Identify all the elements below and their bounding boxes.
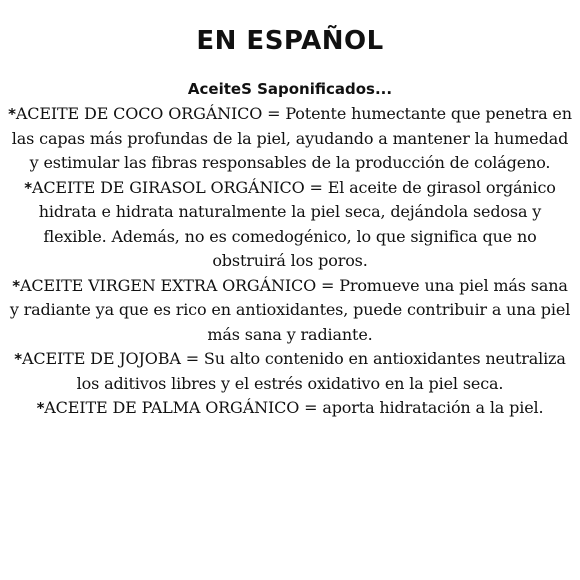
oil-entry-virgen-extra: *ACEITE VIRGEN EXTRA ORGÁNICO = Promueve una piel más sana y radiante ya que es rico en antioxidantes, puede contribuir a una piel más sana y radiante. [9,275,571,344]
page-title: EN ESPAÑOL [196,26,384,56]
oil-entry-palma: *ACEITE DE PALMA ORGÁNICO = aporta hidratación a la piel. [36,398,544,417]
oil-description: aporta hidratación a la piel. [322,398,544,417]
oil-entry-coco: *ACEITE DE COCO ORGÁNICO = Potente humectante que penetra en las capas más profundas de la piel, ayudando a mantener la humedad y estimular las fibras responsables de la producción de colágeno. [8,104,572,172]
oil-entry-girasol: *ACEITE DE GIRASOL ORGÁNICO = El aceite de girasol orgánico hidrata e hidrata naturalmente la piel seca, dejándola sedosa y flexible. Además, no es comedogénico, lo que significa que no obstruirá los poros. [24,177,556,270]
oil-description: Su alto contenido en antioxidantes neutraliza los aditivos libres y el estrés oxidativo en la piel seca. [76,349,566,393]
bullet-asterisk: * [36,399,45,417]
oil-name: ACEITE VIRGEN EXTRA ORGÁNICO [19,275,317,295]
bullet-asterisk: * [8,105,16,123]
oil-name: ACEITE DE JOJOBA [21,349,181,368]
oil-description: Potente humectante que penetra en las capas más profundas de la piel, ayudando a mantener la humedad y estimular las fibras responsables de la producción de colágeno. [11,104,572,172]
bullet-asterisk: * [24,178,32,197]
bullet-asterisk: * [12,276,20,295]
section-subtitle: AceiteS Saponificados... [187,80,393,98]
oil-description: Promueve una piel más sana y radiante ya que es rico en antioxidantes, puede contribuir a una piel más sana y radiante. [9,275,571,344]
oil-name: ACEITE DE COCO ORGÁNICO [15,104,263,123]
oil-description: El aceite de girasol orgánico hidrata e hidrata naturalmente la piel seca, dejándola sedosa y flexible. Además, no es comedogénico, lo que significa que no obstruirá los poros. [38,177,556,270]
oil-name: ACEITE DE PALMA ORGÁNICO [44,398,300,417]
oil-entry-jojoba: *ACEITE DE JOJOBA = Su alto contenido en antioxidantes neutraliza los aditivos libres y el estrés oxidativo en la piel seca. [14,349,566,393]
oil-name: ACEITE DE GIRASOL ORGÁNICO [31,177,305,197]
bullet-asterisk: * [14,350,22,368]
